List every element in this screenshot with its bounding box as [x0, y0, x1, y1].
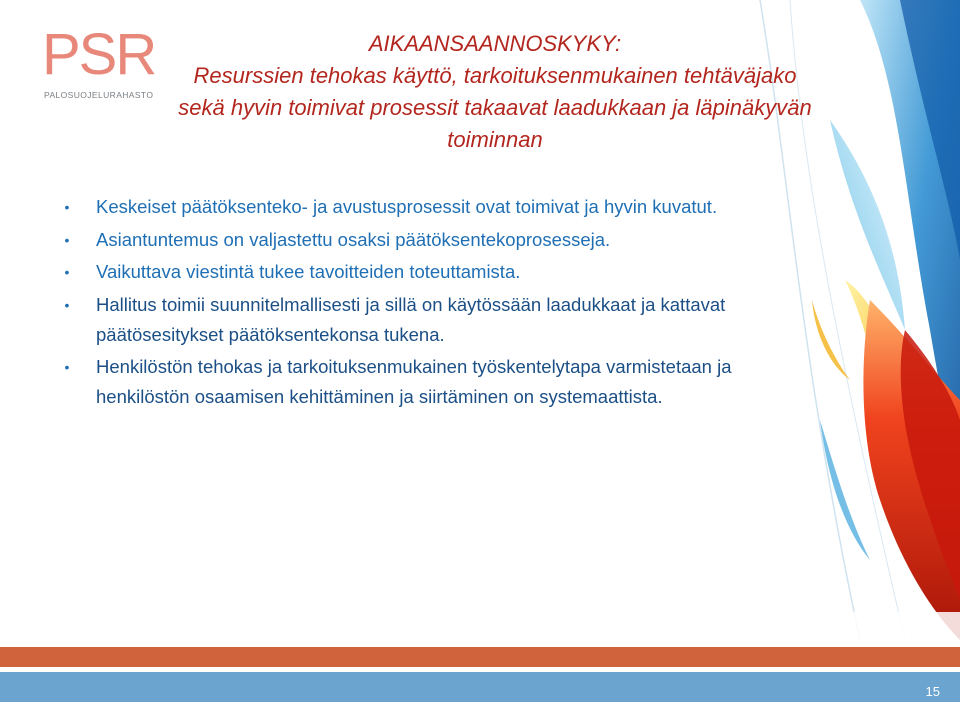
bullet-item: [60, 192, 860, 222]
bullet-list: [60, 192, 860, 415]
bullet-dot-icon: •: [64, 264, 70, 280]
footer-blue-band: [0, 672, 960, 702]
bullet-item: [60, 290, 860, 350]
bullet-dot-icon: •: [64, 231, 70, 248]
bullet-dot-icon: •: [64, 359, 70, 375]
logo-tagline: PALOSUOJELURAHASTO: [44, 90, 154, 100]
bullet-text: Keskeiset päätöksenteko- ja avustusprosessit ovat toimivat ja hyvin kuvatut.: [96, 196, 718, 217]
logo-letters: PSR: [42, 22, 156, 87]
title-line-4: toiminnan: [447, 127, 543, 152]
bullet-text-line-2: päätösesitykset päätöksentekonsa tukena.: [96, 323, 445, 345]
bullet-text: Vaikuttava viestintä tukee tavoitteiden toteuttamista.: [96, 261, 521, 282]
bullet-item: [60, 257, 860, 287]
bullet-text-line-1: Henkilöstön tehokas ja tarkoituksenmukainen työskentelytapa varmistetaan ja: [96, 356, 732, 377]
title-line-2: Resurssien tehokas käyttö, tarkoituksenmukainen tehtäväjako: [193, 63, 797, 88]
title-line-1: AIKAANSAANNOSKYKY:: [368, 31, 622, 56]
bullet-item: [60, 352, 860, 412]
bullet-text-line-1: Hallitus toimii suunnitelmallisesti ja sillä on käytössään laadukkaat ja kattavat: [96, 293, 726, 315]
slide-title: [150, 28, 840, 156]
bullet-dot-icon: •: [64, 199, 70, 215]
bullet-text: Asiantuntemus on valjastettu osaksi päätöksentekoprosesseja.: [96, 228, 611, 250]
bullet-text-line-2: henkilöstön osaamisen kehittäminen ja siirtäminen on systemaattista.: [96, 386, 663, 407]
bullet-item: [60, 225, 860, 255]
footer-orange-band: [0, 647, 960, 667]
title-line-3: sekä hyvin toimivat prosessit takaavat laadukkaan ja läpinäkyvän: [178, 95, 812, 120]
bullet-dot-icon: •: [64, 296, 70, 313]
psr-logo: [42, 22, 156, 106]
page-number: 15: [925, 684, 940, 699]
